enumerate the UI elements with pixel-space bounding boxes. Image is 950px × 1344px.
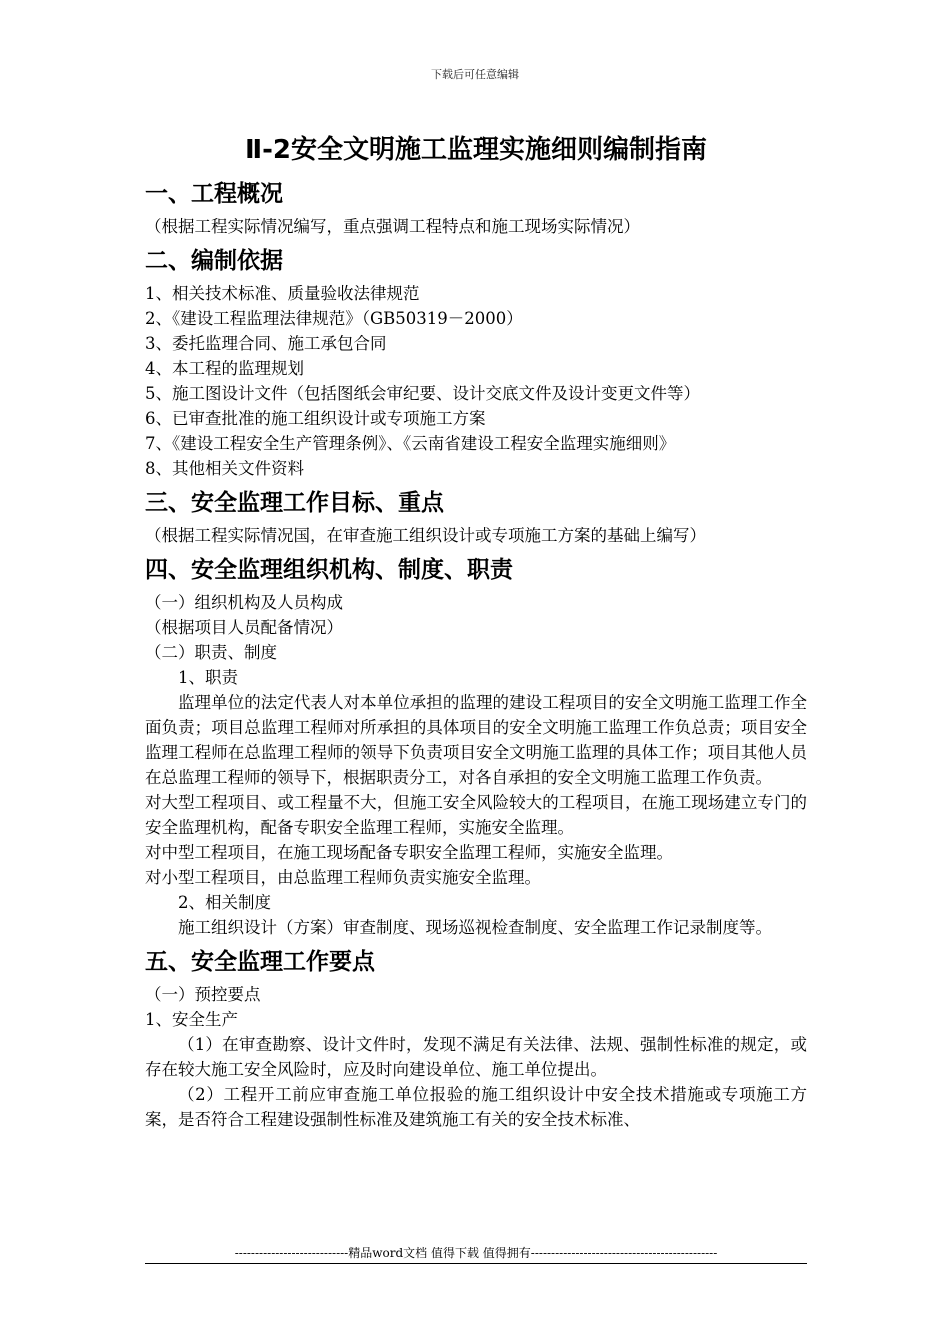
list-item: 8、其他相关文件资料: [145, 459, 304, 478]
sub-heading: （二）职责、制度: [145, 643, 277, 662]
section-heading-basis: 二、编制依据: [145, 248, 283, 274]
section-heading-goals: 三、安全监理工作目标、重点: [145, 490, 444, 516]
header-note: 下载后可任意编辑: [431, 68, 519, 81]
section-text: （根据工程实际情况国，在审查施工组织设计或专项施工方案的基础上编写）: [145, 526, 706, 545]
sub-heading: 1、职责: [178, 668, 238, 687]
section-heading-key-points: 五、安全监理工作要点: [145, 949, 375, 975]
footer-divider: [145, 1263, 807, 1264]
sub-heading: （一）组织机构及人员构成: [145, 593, 343, 612]
sub-heading: 1、安全生产: [145, 1010, 238, 1029]
section-heading-overview: 一、工程概况: [145, 181, 283, 207]
section-text: （根据工程实际情况编写，重点强调工程特点和施工现场实际情况）: [145, 217, 640, 236]
paragraph: （2）工程开工前应审查施工单位报验的施工组织设计中安全技术措施或专项施工方案，是否符合工程建设强制性标准及建筑施工有关的安全技术标准、: [145, 1085, 807, 1129]
document-title: Ⅱ-2安全文明施工监理实施细则编制指南: [244, 135, 707, 165]
document-body: [145, 128, 807, 1132]
list-item: 3、委托监理合同、施工承包合同: [145, 334, 387, 353]
list-item: 1、相关技术标准、质量验收法律规范: [145, 284, 420, 303]
section-heading-organization: 四、安全监理组织机构、制度、职责: [145, 557, 513, 583]
sub-heading: 2、相关制度: [178, 893, 271, 912]
paragraph: 施工组织设计（方案）审查制度、现场巡视检查制度、安全监理工作记录制度等。: [178, 918, 772, 937]
list-item: 2、《建设工程监理法律规范》（GB50319－2000）: [145, 309, 523, 328]
list-item: 4、本工程的监理规划: [145, 359, 304, 378]
section-text: （根据项目人员配备情况）: [145, 618, 343, 637]
paragraph: 监理单位的法定代表人对本单位承担的监理的建设工程项目的安全文明施工监理工作全面负责；项目总监理工程师对所承担的具体项目的安全文明施工监理工作负总责；项目安全监理工程师在总监理工程师的领导下负责项目安全文明施工监理的具体工作；项目其他人员在总监理工程师的领导下，根据职责分工，对各自承担的安全文明施工监理工作负责。: [145, 693, 807, 787]
footer-note: ----------------------------精品word文档 值得下载 值得拥有----------------------------------------------: [234, 1246, 718, 1260]
sub-heading: （一）预控要点: [145, 985, 261, 1004]
list-item: 7、《建设工程安全生产管理条例》、《云南省建设工程安全监理实施细则》: [145, 434, 676, 453]
list-item: 6、已审查批准的施工组织设计或专项施工方案: [145, 409, 486, 428]
paragraph: （1）在审查勘察、设计文件时，发现不满足有关法律、法规、强制性标准的规定，或存在较大施工安全风险时，应及时向建设单位、施工单位提出。: [145, 1035, 807, 1079]
list-item: 5、施工图设计文件（包括图纸会审纪要、设计交底文件及设计变更文件等）: [145, 384, 700, 403]
paragraph: 对小型工程项目，由总监理工程师负责实施安全监理。: [145, 868, 541, 887]
paragraph: 对大型工程项目、或工程量不大，但施工安全风险较大的工程项目，在施工现场建立专门的安全监理机构，配备专职安全监理工程师，实施安全监理。: [145, 793, 807, 837]
paragraph: 对中型工程项目，在施工现场配备专职安全监理工程师，实施安全监理。: [145, 843, 673, 862]
